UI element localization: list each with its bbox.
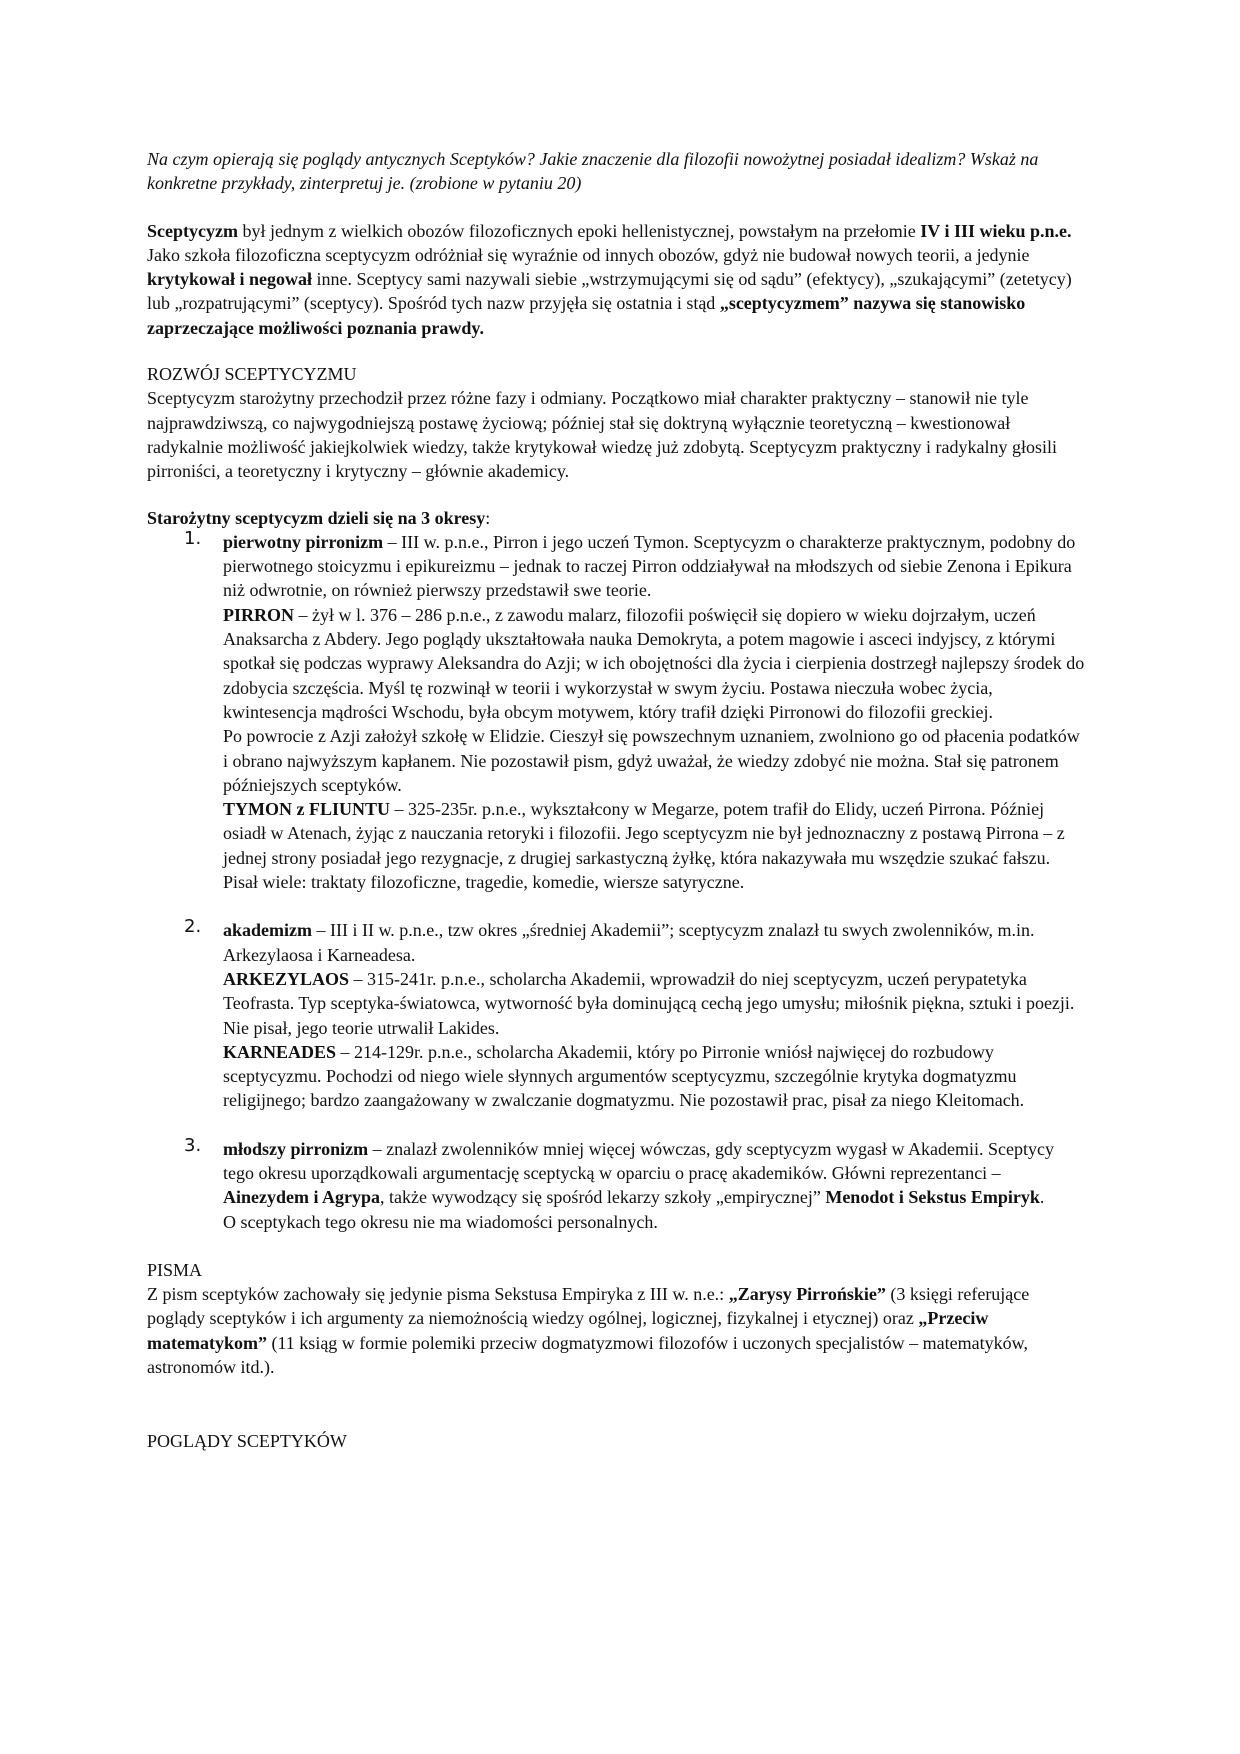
period-item-1 xyxy=(147,527,1087,894)
section-heading-pisma: PISMA xyxy=(147,1259,203,1280)
intro-text-1: był jednym z wielkich obozów filozoficznych epoki hellenistycznej, powstałym na przełomie xyxy=(237,220,921,241)
period-1-person-2 xyxy=(223,797,1087,894)
intro-critique: krytykował i negował xyxy=(147,269,313,290)
person-name: PIRRON xyxy=(223,604,294,625)
section-heading-poglady: POGLĄDY SCEPTYKÓW xyxy=(147,1431,347,1452)
pisma-text-2: (3 księgi referujące poglądy sceptyków i ich argumenty za niemożnością wiedzy ogólnej, logicznej, fizykalnej i etycznej) oraz xyxy=(147,1284,1030,1329)
section-text-pisma xyxy=(147,1282,1087,1379)
period-2-person-2 xyxy=(223,1040,1087,1113)
period-1-lead xyxy=(223,530,1087,603)
period-3-text-end: . xyxy=(1039,1187,1045,1208)
period-2-text: – III i II w. p.n.e., tzw okres „średniej Akademii”; sceptycyzm znalazł tu swych zwolenników, m.in. Arkezylaosa i Karneadesa. xyxy=(223,920,1035,965)
intro-text-2: Jako szkoła filozoficzna sceptycyzm odróżniał się wyraźnie od innych obozów, gdyż nie budował nowych teorii, a jedynie xyxy=(147,244,1030,265)
intro-term: Sceptycyzm xyxy=(147,220,238,241)
period-3-extra: O sceptykach tego okresu nie ma wiadomości personalnych. xyxy=(223,1211,658,1232)
person-name: KARNEADES xyxy=(223,1041,337,1062)
period-1-person-1 xyxy=(223,603,1087,724)
person-text: – 315-241r. p.n.e., scholarcha Akademii, wprowadził do niej sceptycyzm, uczeń perypatetyka Teofrasta. Typ sceptyka-światowca, wytworność była dominującą cechą jego umysłu; miłośnik piękna, sztuki i poezji. Nie pisał, jego teorie utrwalił Lakides. xyxy=(223,968,1075,1038)
intro-text-3: inne. Sceptycy sami nazywali siebie „wstrzymującymi się od sądu” (efektycy), „szukającymi” (zetetycy) lub „rozpatrującymi” (sceptycy). Spośród tych nazw przyjęła się ostatnia i stąd xyxy=(147,269,1072,314)
section-heading-rozwoj: ROZWÓJ SCEPTYCYZMU xyxy=(147,364,357,385)
period-3-names-2: Menodot i Sekstus Empiryk xyxy=(825,1187,1040,1208)
period-1-title: pierwotny pirronizm xyxy=(223,531,384,552)
periods-list xyxy=(147,527,1087,1234)
list-number: 3. xyxy=(184,1134,202,1156)
period-item-2 xyxy=(147,918,1087,1112)
section-text-rozwoj: Sceptycyzm starożytny przechodził przez różne fazy i odmiany. Początkowo miał charakter praktyczny – stanowił nie tyle najprawdziwszą, co najwygodniejszą postawę życiową; później stał się doktryną wyłącznie teoretyczną – kwestionował radykalnie możliwość jakiejkolwiek wiedzy, także krytykował wiedzę już zdobytą. Sceptycyzm praktyczny i radykalny głosili pirroniści, a teoretyczny i krytyczny – głównie akademicy. xyxy=(147,388,1058,482)
period-3-text: – znalazł zwolenników mniej więcej wówczas, gdy sceptycyzm wygasł w Akademii. Sceptycy tego okresu uporządkowali argumentację sceptycką w oparciu o pracę akademików. Główni reprezentanci – xyxy=(223,1138,1054,1183)
period-2-person-1 xyxy=(223,967,1087,1040)
person-name: TYMON z FLIUNTU xyxy=(223,799,390,820)
intro-definition: „sceptycyzmem” nazywa się stanowisko zaprzeczające możliwości poznania prawdy. xyxy=(147,293,1026,338)
period-3-lead xyxy=(223,1137,1087,1210)
pisma-work-2: „Przeciw matematykom” xyxy=(147,1308,989,1353)
period-3-names-1: Ainezydem i Agrypa xyxy=(223,1187,380,1208)
person-name: ARKEZYLAOS xyxy=(223,968,350,989)
pisma-work-1: „Zarysy Pirrońskie” xyxy=(728,1284,886,1305)
person-text: – 325-235r. p.n.e., wykształcony w Megarze, potem trafił do Elidy, uczeń Pirrona. Później osiadł w Atenach, żyjąc z nauczania retoryki i filozofii. Jego sceptycyzm nie był jednoznaczny z postawą Pirrona – z jednej strony posiadał jego rezygnacje, z drugiej sarkastyczną żyłkę, która nakazywała mu wszędzie szukać fałszu. Pisał wiele: traktaty filozoficzne, tragedie, komedie, wiersze satyryczne. xyxy=(223,799,1065,893)
intro-paragraph xyxy=(147,219,1087,340)
person-text: – 214-129r. p.n.e., scholarcha Akademii, który po Pirronie wniósł najwięcej do rozbudowy sceptycyzmu. Pochodzi od niego wiele słynnych argumentów sceptycyzmu, szczególnie krytyka dogmatyzmu religijnego; bardzo zaangażowany w zwalczanie dogmatyzmu. Nie pozostawił prac, pisał za niego Kleitomach. xyxy=(223,1041,1025,1111)
period-2-lead xyxy=(223,918,1087,967)
period-3-text-mid: , także wywodzący się spośród lekarzy szkoły „empirycznej” xyxy=(380,1187,826,1208)
period-1-text: – III w. p.n.e., Pirron i jego uczeń Tymon. Sceptycyzm o charakterze praktycznym, podobny do pierwotnego stoicyzmu i epikureizmu – jednak to raczej Pirron oddziaływał na młodszych od siebie Zenona i Epikura niż odwrotnie, on również pierwszy przedstawił swe teorie. xyxy=(223,531,1076,601)
person-text: – żył w l. 376 – 286 p.n.e., z zawodu malarz, filozofii poświęcił się dopiero w wieku dojrzałym, uczeń Anaksarcha z Abdery. Jego poglądy ukształtowała nauka Demokryta, a potem magowie i asceci indyjscy, z którymi spotkał się podczas wyprawy Aleksandra do Azji; w ich obojętności dla życia i cierpienia dostrzegł najlepszy środek do zdobycia szczęścia. Myśl tę rozwinął w teorii i wykorzystał w swym życiu. Postawa nieczuła wobec życia, kwintesencja mądrości Wschodu, była obcym motywem, który trafił dzięki Pirronowi do filozofii greckiej. xyxy=(223,604,1085,722)
period-2-title: akademizm xyxy=(223,920,312,941)
document-content xyxy=(147,147,1087,1454)
period-1-person-1-extra: Po powrocie z Azji założył szkołę w Elidzie. Cieszył się powszechnym uznaniem, zwolniono go od płacenia podatków i obrano najwyższym kapłanem. Nie pozostawił pism, gdyż uważał, że wiedzy zdobyć nie można. Stał się patronem późniejszych sceptyków. xyxy=(223,726,1080,795)
period-item-3 xyxy=(147,1134,1087,1234)
periods-heading-colon: : xyxy=(485,507,491,528)
exam-question: Na czym opierają się poglądy antycznych Sceptyków? Jakie znaczenie dla filozofii nowożytnej posiadał idealizm? Wskaż na konkretne przykłady, zinterpretuj je. (zrobione w pytaniu 20) xyxy=(147,149,1039,194)
list-number: 2. xyxy=(184,916,202,938)
periods-heading-bold: Starożytny sceptycyzm dzieli się na 3 okresy xyxy=(147,507,486,528)
list-number: 1. xyxy=(184,527,202,549)
periods-heading xyxy=(147,506,1087,530)
pisma-text-1: Z pism sceptyków zachowały się jedynie pisma Sekstusa Empiryka z III w. n.e.: xyxy=(147,1284,729,1305)
pisma-text-3: (11 ksiąg w formie polemiki przeciw dogmatyzmowi filozofów i uczonych specjalistów – matematyków, astronomów itd.). xyxy=(147,1332,1028,1378)
intro-century: IV i III wieku p.n.e. xyxy=(920,220,1072,241)
period-3-title: młodszy pirronizm xyxy=(223,1138,369,1159)
